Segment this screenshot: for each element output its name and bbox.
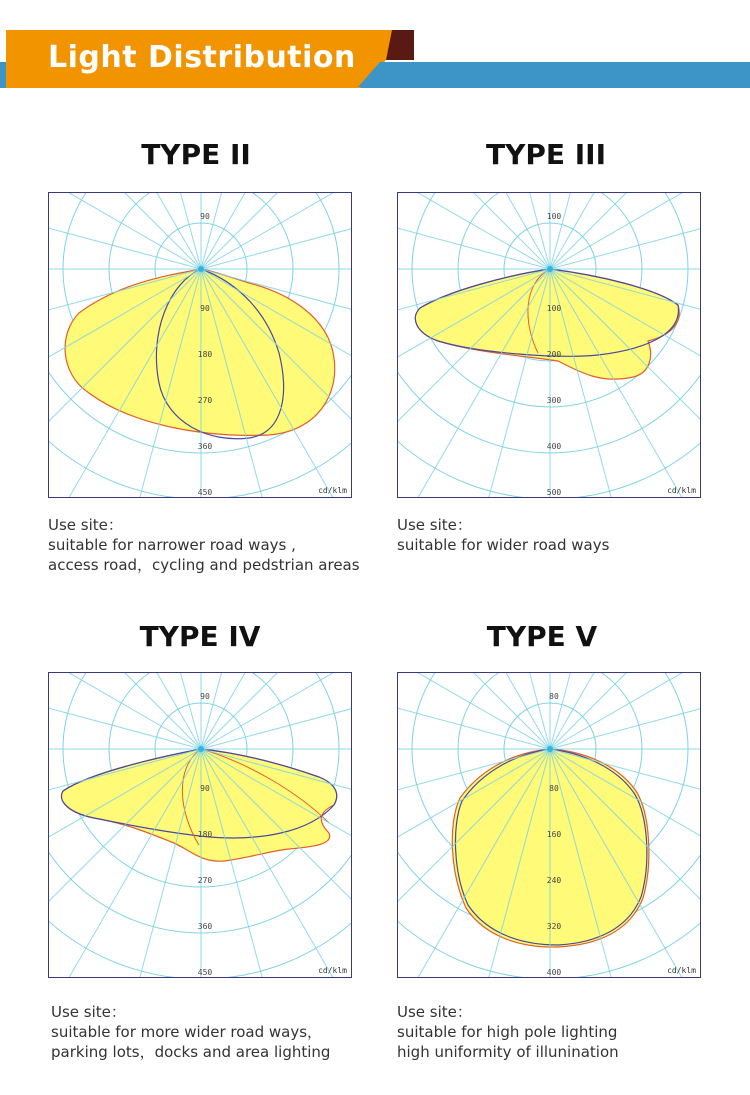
unit-label: cd/klm <box>318 486 347 495</box>
use-site-label: Use site： <box>51 1003 126 1021</box>
origin-dot <box>547 746 553 752</box>
use-site-line: high uniformity of illunination <box>397 1043 619 1061</box>
tick-label: 200 <box>546 350 562 359</box>
grid-spoke <box>92 193 201 269</box>
grid-spoke <box>49 673 201 749</box>
tick-label: 80 <box>549 692 559 701</box>
polar-diagram-type-v <box>397 672 701 978</box>
grid-spoke <box>398 673 550 749</box>
grid-spoke <box>550 673 700 749</box>
type-title: TYPE III <box>485 138 607 171</box>
type-title: TYPE II <box>141 138 251 171</box>
tick-label: 320 <box>546 922 562 931</box>
tick-label: 450 <box>197 488 213 497</box>
grid-spoke <box>201 193 310 269</box>
tick-label: 240 <box>546 876 562 885</box>
use-site-line: suitable for more wider road ways， <box>51 1023 323 1041</box>
grid-spoke <box>201 193 351 269</box>
polar-svg <box>49 193 351 497</box>
unit-label: cd/klm <box>318 966 347 975</box>
grid-spoke <box>49 193 201 269</box>
use-site-line: suitable for narrower road ways , <box>48 536 296 554</box>
grid-spoke <box>441 193 550 269</box>
grid-spoke <box>550 193 659 269</box>
tick-label: 270 <box>197 396 213 405</box>
tick-label: 90 <box>200 784 210 793</box>
grid-spoke <box>398 673 550 749</box>
polar-svg <box>398 673 700 977</box>
grid-spoke <box>49 673 201 749</box>
grid-spoke <box>398 193 550 269</box>
grid-spoke <box>201 673 351 749</box>
grid-spoke <box>49 673 201 749</box>
grid-spoke <box>441 673 550 749</box>
unit-label: cd/klm <box>667 486 696 495</box>
origin-dot <box>198 746 204 752</box>
grid-spoke <box>398 673 550 749</box>
tick-label: 90 <box>200 304 210 313</box>
grid-spoke <box>398 193 550 269</box>
use-site-line: suitable for wider road ways <box>397 536 610 554</box>
use-site-description <box>48 515 388 575</box>
tick-label: 180 <box>197 350 213 359</box>
use-site-description <box>51 1002 391 1062</box>
page-title: Light Distribution <box>48 40 356 75</box>
polar-svg <box>49 673 351 977</box>
use-site-description <box>397 515 737 555</box>
use-site-label: Use site： <box>397 1003 472 1021</box>
unit-label: cd/klm <box>667 966 696 975</box>
tick-label: 90 <box>200 212 210 221</box>
grid-spoke <box>398 193 550 269</box>
polar-diagram-type-ii <box>48 192 352 498</box>
type-title: TYPE V <box>486 620 598 653</box>
tick-label: 180 <box>197 830 213 839</box>
use-site-line: parking lots，docks and area lighting <box>51 1043 331 1061</box>
use-site-label: Use site： <box>48 516 123 534</box>
grid-spoke <box>398 193 550 269</box>
polar-diagram-type-iv <box>48 672 352 978</box>
polar-diagram-type-iii <box>397 192 701 498</box>
use-site-description <box>397 1002 737 1062</box>
grid-spoke <box>49 193 201 269</box>
tick-label: 80 <box>549 784 559 793</box>
grid-spoke <box>398 673 550 749</box>
origin-dot <box>198 266 204 272</box>
tick-label: 360 <box>197 922 213 931</box>
polar-svg <box>398 193 700 497</box>
type-title: TYPE IV <box>139 620 261 653</box>
tick-label: 100 <box>546 212 562 221</box>
tick-label: 360 <box>197 442 213 451</box>
tick-label: 400 <box>546 968 562 977</box>
grid-spoke <box>49 193 201 269</box>
grid-spoke <box>550 193 700 269</box>
tick-label: 400 <box>546 442 562 451</box>
use-site-line: suitable for high pole lighting <box>397 1023 618 1041</box>
tick-label: 300 <box>546 396 562 405</box>
tick-label: 500 <box>546 488 562 497</box>
grid-spoke <box>92 673 201 749</box>
tick-label: 270 <box>197 876 213 885</box>
tick-label: 100 <box>546 304 562 313</box>
tick-label: 160 <box>546 830 562 839</box>
use-site-line: access road，cycling and pedstrian areas <box>48 556 360 574</box>
grid-spoke <box>201 673 310 749</box>
grid-spoke <box>49 673 201 749</box>
use-site-label: Use site： <box>397 516 472 534</box>
origin-dot <box>547 266 553 272</box>
tick-label: 90 <box>200 692 210 701</box>
tick-label: 450 <box>197 968 213 977</box>
grid-spoke <box>49 193 201 269</box>
grid-spoke <box>550 673 659 749</box>
